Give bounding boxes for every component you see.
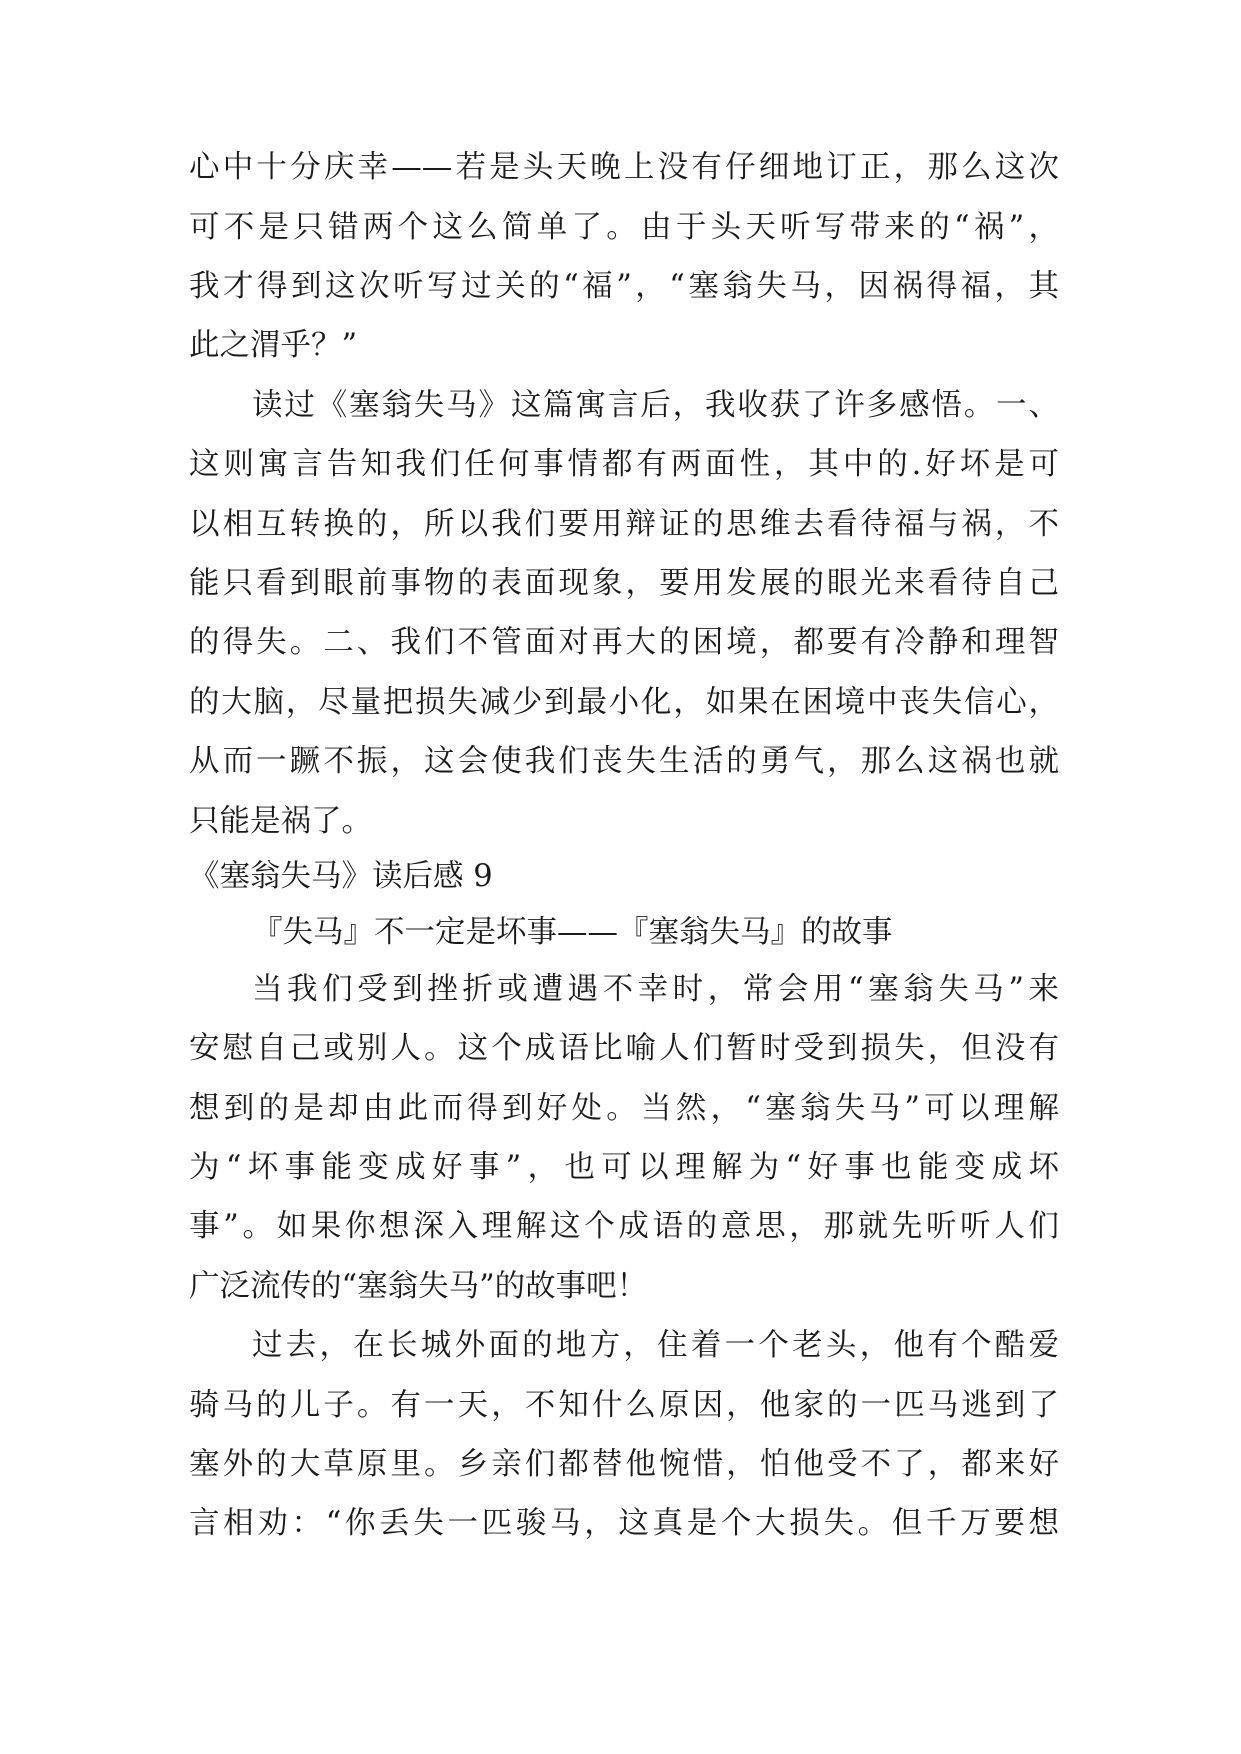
section-title: 《塞翁失马》读后感 9 [189, 859, 493, 894]
paragraph-line: 心中十分庆幸——若是头天晚上没有仔细地订正，那么这次 [189, 150, 1059, 185]
paragraph-line: 事”。如果你想深入理解这个成语的意思，那就先听听人们 [189, 1209, 1059, 1244]
paragraph-line: 骑马的儿子。有一天，不知什么原因，他家的一匹马逃到了 [189, 1388, 1059, 1423]
paragraph-line: 此之渭乎？” [189, 328, 358, 363]
paragraph-line: 安慰自己或别人。这个成语比喻人们暂时受到损失，但没有 [189, 1031, 1059, 1066]
paragraph-line: 从而一蹶不振，这会使我们丧失生活的勇气，那么这祸也就 [189, 744, 1059, 779]
story-subtitle: 『失马』不一定是坏事——『塞翁失马』的故事 [252, 915, 893, 950]
paragraph-line: 当我们受到挫折或遭遇不幸时，常会用“塞翁失马”来 [252, 972, 1059, 1007]
paragraph-line: 过去，在长城外面的地方，住着一个老头，他有个酷爱 [252, 1328, 1059, 1363]
paragraph-line: 我才得到这次听写过关的“福”，“塞翁失马，因祸得福，其 [189, 269, 1059, 304]
paragraph-line: 可不是只错两个这么简单了。由于头天听写带来的“祸”， [189, 210, 1059, 245]
paragraph-line: 的大脑，尽量把损失减少到最小化，如果在困境中丧失信心， [189, 685, 1059, 720]
paragraph-line: 以相互转换的，所以我们要用辩证的思维去看待福与祸，不 [189, 507, 1059, 542]
paragraph-line: 这则寓言告知我们任何事情都有两面性，其中的.好坏是可 [189, 447, 1059, 482]
paragraph-line: 广泛流传的“塞翁失马”的故事吧！ [189, 1269, 648, 1304]
paragraph-line: 言相劝：“你丢失一匹骏马，这真是个大损失。但千万要想 [189, 1506, 1059, 1541]
paragraph-line: 能只看到眼前事物的表面现象，要用发展的眼光来看待自己 [189, 566, 1059, 601]
paragraph-line: 读过《塞翁失马》这篇寓言后，我收获了许多感悟。一、 [252, 388, 1059, 423]
paragraph-line: 想到的是却由此而得到好处。当然，“塞翁失马”可以理解 [189, 1091, 1059, 1126]
paragraph-line: 塞外的大草原里。乡亲们都替他惋惜，怕他受不了，都来好 [189, 1447, 1059, 1482]
paragraph-line: 的得失。二、我们不管面对再大的困境，都要有冷静和理智 [189, 625, 1059, 660]
paragraph-line: 只能是祸了。 [189, 804, 372, 839]
paragraph-line: 为“坏事能变成好事”，也可以理解为“好事也能变成坏 [189, 1150, 1059, 1185]
